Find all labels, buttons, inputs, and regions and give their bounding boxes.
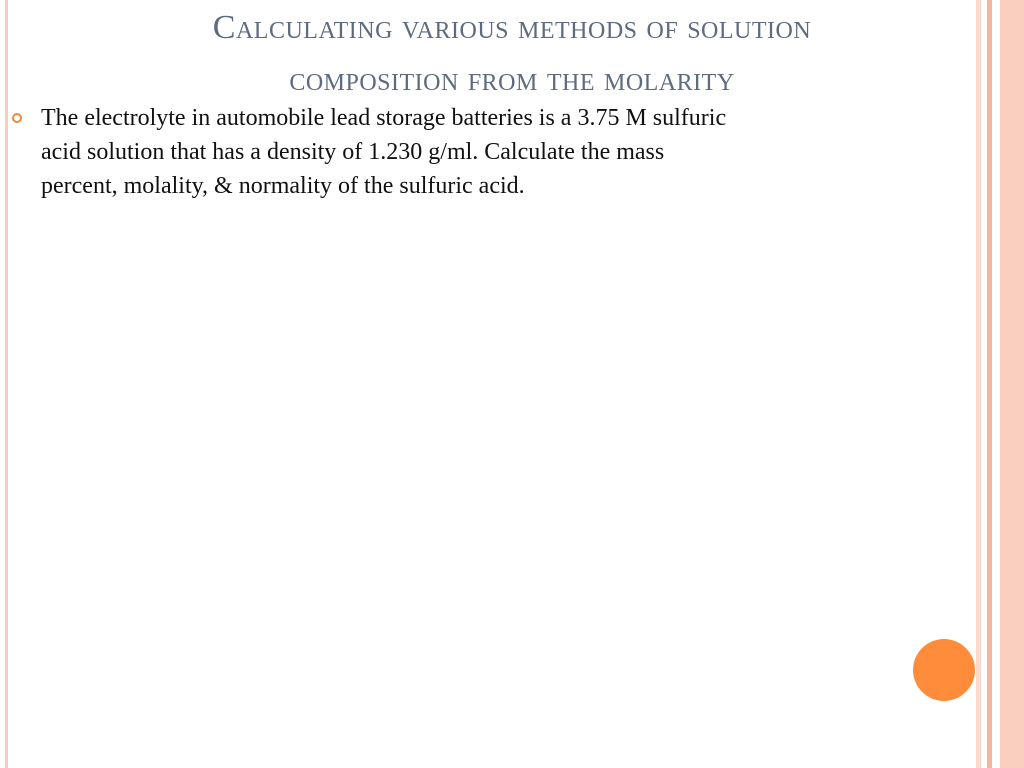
slide-title-line-1: Calculating various methods of solution — [212, 9, 812, 46]
left-border-rule — [5, 0, 8, 768]
stripe — [1000, 0, 1024, 768]
bullet-text-line: percent, molality, & normality of the sulfuric acid. — [41, 173, 525, 199]
bullet-item — [12, 101, 987, 203]
bullet-list — [12, 101, 987, 203]
bullet-text-line: acid solution that has a density of 1.230 g/ml. Calculate the mass — [41, 139, 665, 165]
stripe-gap — [992, 0, 1000, 768]
bullet-circle-icon — [12, 113, 22, 123]
slide-title-line-2: composition from the molarity — [289, 61, 735, 98]
decorative-orange-circle — [913, 639, 975, 701]
bullet-text-line: The electrolyte in automobile lead storage batteries is a 3.75 M sulfuric — [41, 105, 727, 131]
slide-title — [40, 2, 984, 106]
